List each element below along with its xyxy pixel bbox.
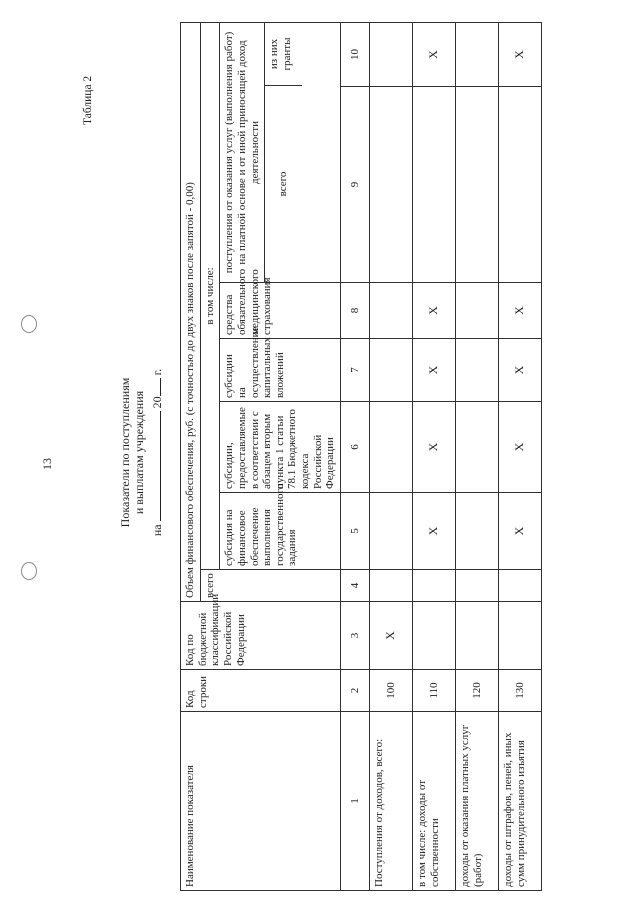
year-prefix: 20 — [150, 396, 164, 409]
row-name: доходы от оказания платных услуг (работ) — [456, 712, 499, 891]
row-code: 110 — [413, 670, 456, 712]
title-line-2: и выплатам учреждения — [132, 390, 146, 515]
table-cell — [456, 22, 499, 86]
header-oms: средства обязательного медицинского страхования — [220, 283, 341, 339]
header-name: Наименование показателя — [181, 712, 341, 891]
table-cell: X — [413, 339, 456, 402]
table-cell — [499, 87, 542, 283]
table-row — [456, 22, 499, 890]
column-number: 4 — [341, 570, 370, 602]
table-cell: X — [413, 493, 456, 570]
row-code: 120 — [456, 670, 499, 712]
table-cell — [456, 402, 499, 493]
column-number: 2 — [341, 670, 370, 712]
table-cell — [370, 22, 413, 86]
receipts-table — [180, 22, 542, 891]
table-cell — [456, 493, 499, 570]
table-cell — [413, 87, 456, 283]
column-numbers-row — [341, 22, 370, 890]
table-cell — [456, 570, 499, 602]
table-cell: X — [499, 402, 542, 493]
table-cell: X — [370, 602, 413, 670]
column-number: 7 — [341, 339, 370, 402]
header-volume: Объем финансового обеспечения, руб. (с точностью до двух знаков после запятой - 0,00) — [181, 22, 201, 601]
table-cell: X — [499, 22, 542, 86]
table-cell: X — [499, 493, 542, 570]
table-cell — [370, 339, 413, 402]
header-paid-sub — [265, 23, 302, 282]
table-cell — [499, 602, 542, 670]
table-cell: X — [499, 339, 542, 402]
table-cell — [370, 87, 413, 283]
header-subsidy-781: субсидии, предоставляемые в соответствии с абзацем вторым пункта 1 статьи 78.1 Бюджетного кодекса Российской Федерации — [220, 402, 341, 493]
header-paid-total: всего — [265, 85, 302, 282]
row-code: 100 — [370, 670, 413, 712]
title-prefix: на — [150, 524, 164, 537]
header-paid-title: поступления от оказания услуг (выполнения работ) на платной основе и от иной приносящей доход деятельности — [220, 23, 265, 282]
header-subsidy-task: субсидия на финансовое обеспечение выполнения государственного задания — [220, 493, 341, 570]
column-number: 3 — [341, 602, 370, 670]
row-name: в том числе: доходы от собственности — [413, 712, 456, 891]
table-cell — [456, 283, 499, 339]
header-budget-code: Код по бюджетной классификации Российской Федерации — [181, 602, 341, 670]
row-code: 130 — [499, 670, 542, 712]
table-cell — [370, 283, 413, 339]
header-code: Код строки — [181, 670, 341, 712]
header-grants: из них гранты — [268, 37, 293, 71]
table-cell — [413, 602, 456, 670]
column-number: 5 — [341, 493, 370, 570]
table-row — [413, 22, 456, 890]
table-label: Таблица 2 — [82, 75, 94, 125]
date-blank — [148, 411, 161, 521]
table-cell — [370, 402, 413, 493]
column-number: 1 — [341, 712, 370, 891]
table-cell — [456, 339, 499, 402]
column-number: 8 — [341, 283, 370, 339]
title-line-1: Показатели по поступлениям — [118, 377, 132, 528]
table-cell — [370, 570, 413, 602]
header-including: в том числе: — [200, 22, 220, 569]
table-cell — [456, 87, 499, 283]
table-cell — [456, 602, 499, 670]
title-date-line — [148, 0, 165, 905]
column-number: 6 — [341, 402, 370, 493]
column-number: 10 — [341, 22, 370, 86]
table-cell — [370, 493, 413, 570]
table-cell: X — [413, 402, 456, 493]
header-paid — [220, 22, 341, 282]
header-total: всего — [200, 570, 340, 602]
row-name: Поступления от доходов, всего: — [370, 712, 413, 891]
year-suffix: г. — [150, 368, 164, 376]
table-cell: X — [413, 22, 456, 86]
table-cell: X — [413, 283, 456, 339]
table-cell — [499, 570, 542, 602]
table-row — [370, 22, 413, 890]
header-subsidy-capital: субсидии на осуществление капитальных вложений — [220, 339, 341, 402]
table-row — [499, 22, 542, 890]
row-name: доходы от штрафов, пеней, иных сумм принудительного изъятия — [499, 712, 542, 891]
table-cell — [413, 570, 456, 602]
header-row-1 — [181, 22, 201, 890]
page-number: 13 — [40, 458, 54, 470]
column-number: 9 — [341, 87, 370, 283]
year-blank — [148, 378, 161, 396]
table-cell: X — [499, 283, 542, 339]
